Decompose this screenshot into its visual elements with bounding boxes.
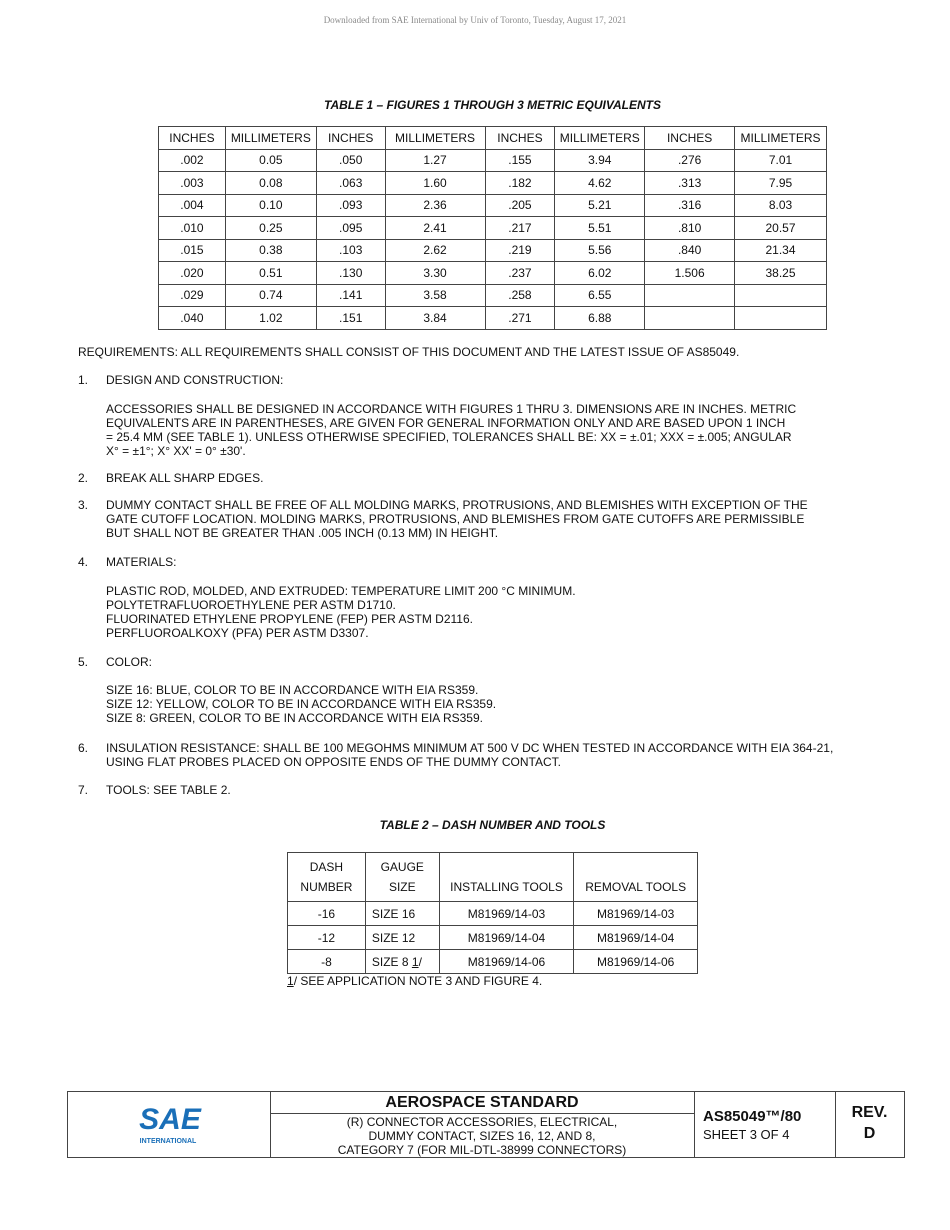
table1-header-cell: INCHES [316, 127, 385, 150]
table1-cell: 1.02 [225, 307, 316, 330]
table-row [159, 194, 827, 217]
table1-cell: 3.58 [385, 284, 485, 307]
document-number: AS85049™/80 [703, 1108, 802, 1125]
table1-cell: 3.94 [555, 149, 645, 172]
table1-cell: .130 [316, 262, 385, 285]
item-1-number: 1. [78, 373, 89, 387]
table1-cell: .840 [645, 239, 735, 262]
svg-text:SAE: SAE [139, 1103, 201, 1136]
table1-cell: .313 [645, 172, 735, 195]
table1-cell [645, 307, 735, 330]
table1-cell: .258 [485, 284, 555, 307]
sae-logo-cell [68, 1092, 271, 1157]
item-3-number: 3. [78, 498, 89, 512]
item-4-number: 4. [78, 555, 89, 569]
table1-cell: .155 [485, 149, 555, 172]
table-row [159, 172, 827, 195]
table-row [288, 926, 698, 950]
document-number-cell [695, 1092, 836, 1157]
item-5-number: 5. [78, 655, 89, 669]
dash-cell: -16 [288, 902, 366, 926]
table-row [288, 950, 698, 974]
header-installing-tools: INSTALLING TOOLS [439, 853, 574, 902]
revision-label: REV. [851, 1104, 888, 1121]
table1-cell: .276 [645, 149, 735, 172]
table1-cell: .103 [316, 239, 385, 262]
note-mark: 1 [411, 954, 419, 969]
table1-cell: 5.56 [555, 239, 645, 262]
table1-cell: .050 [316, 149, 385, 172]
item-4-line: FLUORINATED ETHYLENE PROPYLENE (FEP) PER ASTM D2116. [106, 612, 473, 626]
table1-cell [735, 284, 827, 307]
item-5-body [106, 683, 496, 725]
table1-cell: .003 [159, 172, 226, 195]
table1-header-cell: INCHES [159, 127, 226, 150]
item-4-line: PLASTIC ROD, MOLDED, AND EXTRUDED: TEMPERATURE LIMIT 200 °C MINIMUM. [106, 584, 576, 598]
item-4-line: PERFLUOROALKOXY (PFA) PER ASTM D3307. [106, 626, 369, 640]
sheet-number: SHEET 3 OF 4 [703, 1127, 790, 1142]
item-6-line: USING FLAT PROBES PLACED ON OPPOSITE ENDS OF THE DUMMY CONTACT. [106, 755, 561, 769]
item-4-title: MATERIALS: [106, 555, 177, 569]
table1-cell: .316 [645, 194, 735, 217]
install-cell: M81969/14-03 [439, 902, 574, 926]
table1-cell: 0.74 [225, 284, 316, 307]
table1-cell: 5.51 [555, 217, 645, 240]
table1-cell: .004 [159, 194, 226, 217]
table-row [159, 262, 827, 285]
table1-cell: 38.25 [735, 262, 827, 285]
table1-cell: 6.55 [555, 284, 645, 307]
table1-header-cell: MILLIMETERS [555, 127, 645, 150]
dash-cell: -12 [288, 926, 366, 950]
item-7-number: 7. [78, 783, 89, 797]
download-banner: Downloaded from SAE International by Univ of Toronto, Tuesday, August 17, 2021 [323, 15, 627, 25]
revision-cell [835, 1092, 904, 1157]
requirements-text: REQUIREMENTS: ALL REQUIREMENTS SHALL CONSIST OF THIS DOCUMENT AND THE LATEST ISSUE OF AS85049. [78, 345, 740, 359]
table-row [159, 217, 827, 240]
table1-header-cell: MILLIMETERS [735, 127, 827, 150]
table2-header-row [288, 853, 698, 902]
item-3-line: BUT SHALL NOT BE GREATER THAN .005 INCH (0.13 MM) IN HEIGHT. [106, 526, 499, 540]
table1-cell: 0.10 [225, 194, 316, 217]
table1-cell: .217 [485, 217, 555, 240]
table1-cell: 21.34 [735, 239, 827, 262]
table1-cell: 2.62 [385, 239, 485, 262]
table1-cell: 20.57 [735, 217, 827, 240]
table1-cell: .151 [316, 307, 385, 330]
table1-cell: .205 [485, 194, 555, 217]
item-2-title: BREAK ALL SHARP EDGES. [106, 471, 264, 485]
table1-cell: 2.41 [385, 217, 485, 240]
removal-cell: M81969/14-03 [574, 902, 698, 926]
table1-cell: .141 [316, 284, 385, 307]
title-block [67, 1091, 905, 1158]
item-5-line: SIZE 12: YELLOW, COLOR TO BE IN ACCORDANCE WITH EIA RS359. [106, 697, 497, 711]
item-1-title: DESIGN AND CONSTRUCTION: [106, 373, 284, 387]
table1-cell: .010 [159, 217, 226, 240]
table1-header-row [159, 127, 827, 150]
install-cell: M81969/14-04 [439, 926, 574, 950]
table1-cell: .029 [159, 284, 226, 307]
header-removal-tools: REMOVAL TOOLS [574, 853, 698, 902]
table-row [159, 149, 827, 172]
table1-cell: 4.62 [555, 172, 645, 195]
table1-cell: 6.02 [555, 262, 645, 285]
table1-cell: .219 [485, 239, 555, 262]
table1-cell: 7.95 [735, 172, 827, 195]
gauge-cell: SIZE 16 [365, 902, 439, 926]
gauge-cell: SIZE 12 [365, 926, 439, 950]
table1-cell [645, 284, 735, 307]
title-cell [270, 1092, 695, 1157]
table1-cell: .015 [159, 239, 226, 262]
table1-cell: .093 [316, 194, 385, 217]
item-5-line: SIZE 16: BLUE, COLOR TO BE IN ACCORDANCE WITH EIA RS359. [106, 683, 479, 697]
table1-cell: 6.88 [555, 307, 645, 330]
item-3-line: GATE CUTOFF LOCATION. MOLDING MARKS, PROTRUSIONS, AND BLEMISHES FROM GATE CUTOFFS ARE PERMISSIBLE [106, 512, 805, 526]
install-cell: M81969/14-06 [439, 950, 574, 974]
item-1-line: X° = ±1°; X° XX' = 0° ±30'. [106, 444, 246, 458]
item-6-line: INSULATION RESISTANCE: SHALL BE 100 MEGOHMS MINIMUM AT 500 V DC WHEN TESTED IN ACCORDANCE WITH EIA 364-21, [106, 741, 834, 755]
table2-footnote: 1/ SEE APPLICATION NOTE 3 AND FIGURE 4. [287, 974, 543, 988]
item-5-line: SIZE 8: GREEN, COLOR TO BE IN ACCORDANCE WITH EIA RS359. [106, 711, 483, 725]
gauge-cell: SIZE 8 1/ [365, 950, 439, 974]
item-6-body [106, 741, 833, 769]
table1-cell: 1.27 [385, 149, 485, 172]
revision-value: D [863, 1125, 876, 1142]
table1-cell [735, 307, 827, 330]
table1-cell: 7.01 [735, 149, 827, 172]
table1-cell: .095 [316, 217, 385, 240]
table1-cell: 5.21 [555, 194, 645, 217]
item-2-number: 2. [78, 471, 89, 485]
table1-header-cell: MILLIMETERS [385, 127, 485, 150]
table1-cell: .063 [316, 172, 385, 195]
table1-cell: 2.36 [385, 194, 485, 217]
table1-cell: 1.60 [385, 172, 485, 195]
table1-header-cell: INCHES [645, 127, 735, 150]
removal-cell: M81969/14-06 [574, 950, 698, 974]
table1-cell: 8.03 [735, 194, 827, 217]
item-5-title: COLOR: [106, 655, 153, 669]
table1-cell: 0.38 [225, 239, 316, 262]
table2-caption: TABLE 2 – DASH NUMBER AND TOOLS [379, 818, 606, 832]
table1-header-cell: INCHES [485, 127, 555, 150]
header-dash-number: DASH NUMBER [288, 853, 366, 902]
metric-equivalents-table [158, 126, 827, 330]
table1-cell: 1.506 [645, 262, 735, 285]
table-row [159, 307, 827, 330]
removal-cell: M81969/14-04 [574, 926, 698, 950]
document-title: (R) CONNECTOR ACCESSORIES, ELECTRICAL, DUMMY CONTACT, SIZES 16, 12, AND 8, CATEGORY 7 (FOR MIL-DTL-38999 CONNECTORS) [337, 1115, 627, 1157]
svg-text:INTERNATIONAL: INTERNATIONAL [139, 1138, 197, 1145]
item-1-line: = 25.4 MM (SEE TABLE 1). UNLESS OTHERWISE SPECIFIED, TOLERANCES SHALL BE: XX = ±.01; XXX = ±.005; ANGULAR [106, 430, 792, 444]
item-3-body [106, 498, 808, 540]
item-7-title: TOOLS: SEE TABLE 2. [106, 783, 231, 797]
item-1-body [106, 402, 796, 458]
item-3-line: DUMMY CONTACT SHALL BE FREE OF ALL MOLDING MARKS, PROTRUSIONS, AND BLEMISHES WITH EXCEPTION OF THE [106, 498, 808, 512]
header-gauge-size: GAUGE SIZE [365, 853, 439, 902]
table1-header-cell: MILLIMETERS [225, 127, 316, 150]
table1-cell: .040 [159, 307, 226, 330]
dash-cell: -8 [288, 950, 366, 974]
table-row [159, 284, 827, 307]
table1-cell: .182 [485, 172, 555, 195]
standard-type: AEROSPACE STANDARD [385, 1094, 579, 1111]
item-6-number: 6. [78, 741, 89, 755]
item-1-line: EQUIVALENTS ARE IN PARENTHESES, ARE GIVEN FOR GENERAL INFORMATION ONLY AND ARE BASED UPON 1 INCH [106, 416, 786, 430]
table-row [159, 239, 827, 262]
table1-cell: 3.84 [385, 307, 485, 330]
item-4-line: POLYTETRAFLUOROETHYLENE PER ASTM D1710. [106, 598, 396, 612]
table1-cell: .237 [485, 262, 555, 285]
item-1-line: ACCESSORIES SHALL BE DESIGNED IN ACCORDANCE WITH FIGURES 1 THRU 3. DIMENSIONS ARE IN INCHES. METRIC [106, 402, 797, 416]
table1-cell: 0.05 [225, 149, 316, 172]
item-4-body [106, 584, 576, 640]
table1-cell: .020 [159, 262, 226, 285]
table1-caption: TABLE 1 – FIGURES 1 THROUGH 3 METRIC EQUIVALENTS [324, 98, 661, 112]
table1-cell: .810 [645, 217, 735, 240]
table1-cell: 3.30 [385, 262, 485, 285]
table1-cell: 0.51 [225, 262, 316, 285]
table1-cell: 0.08 [225, 172, 316, 195]
dash-number-tools-table [287, 852, 698, 974]
sae-logo-icon [136, 1101, 204, 1147]
table1-cell: 0.25 [225, 217, 316, 240]
table-row [288, 902, 698, 926]
table1-cell: .271 [485, 307, 555, 330]
table1-cell: .002 [159, 149, 226, 172]
